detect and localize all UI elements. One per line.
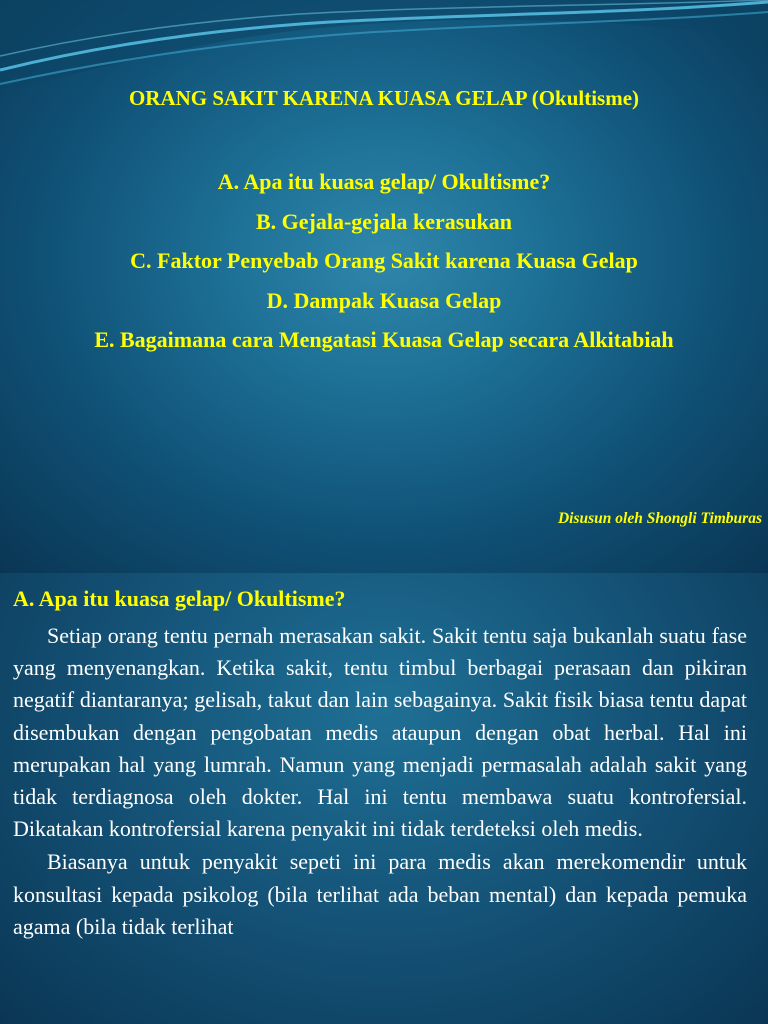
toc-item-e: E. Bagaimana cara Mengatasi Kuasa Gelap secara Alkitabiah xyxy=(94,327,674,352)
table-of-contents xyxy=(0,162,768,360)
paragraph-1: Setiap orang tentu pernah merasakan sakit. Sakit tentu saja bukanlah suatu fase yang menyenangkan. Ketika sakit, tentu timbul berbagai perasaan dan pikiran negatif diantaranya; gelisah, takut dan lain sebagainya. Sakit fisik biasa tentu dapat disembukan dengan pengobatan medis ataupun dengan obat herbal. Hal ini merupakan hal yang lumrah. Namun yang menjadi permasalah adalah sakit yang tidak terdiagnosa oleh dokter. Hal ini tentu membawa suatu kontrofersial. Dikatakan kontrofersial karena penyakit ini tidak terdeteksi oleh medis. xyxy=(13,623,747,842)
cover-title: ORANG SAKIT KARENA KUASA GELAP (Okultisme) xyxy=(128,86,640,110)
toc-item-b: B. Gejala-gejala kerasukan xyxy=(255,208,513,234)
toc-item-a: A. Apa itu kuasa gelap/ Okultisme? xyxy=(217,169,551,194)
author-credit: Disusun oleh Shongli Timburas xyxy=(557,510,762,527)
section-body xyxy=(13,620,747,944)
section-heading: A. Apa itu kuasa gelap/ Okultisme? xyxy=(13,586,346,611)
paragraph-2: Biasanya untuk penyakit sepeti ini para medis akan merekomendir untuk konsultasi kepada psikolog (bila terlihat ada beban mental) dan kepada pemuka agama (bila tidak terlihat xyxy=(13,849,747,939)
toc-item-d: D. Dampak Kuasa Gelap xyxy=(266,287,502,313)
section-a-slide xyxy=(0,573,768,1024)
toc-item-c: C. Faktor Penyebab Orang Sakit karena Kuasa Gelap xyxy=(130,248,638,273)
